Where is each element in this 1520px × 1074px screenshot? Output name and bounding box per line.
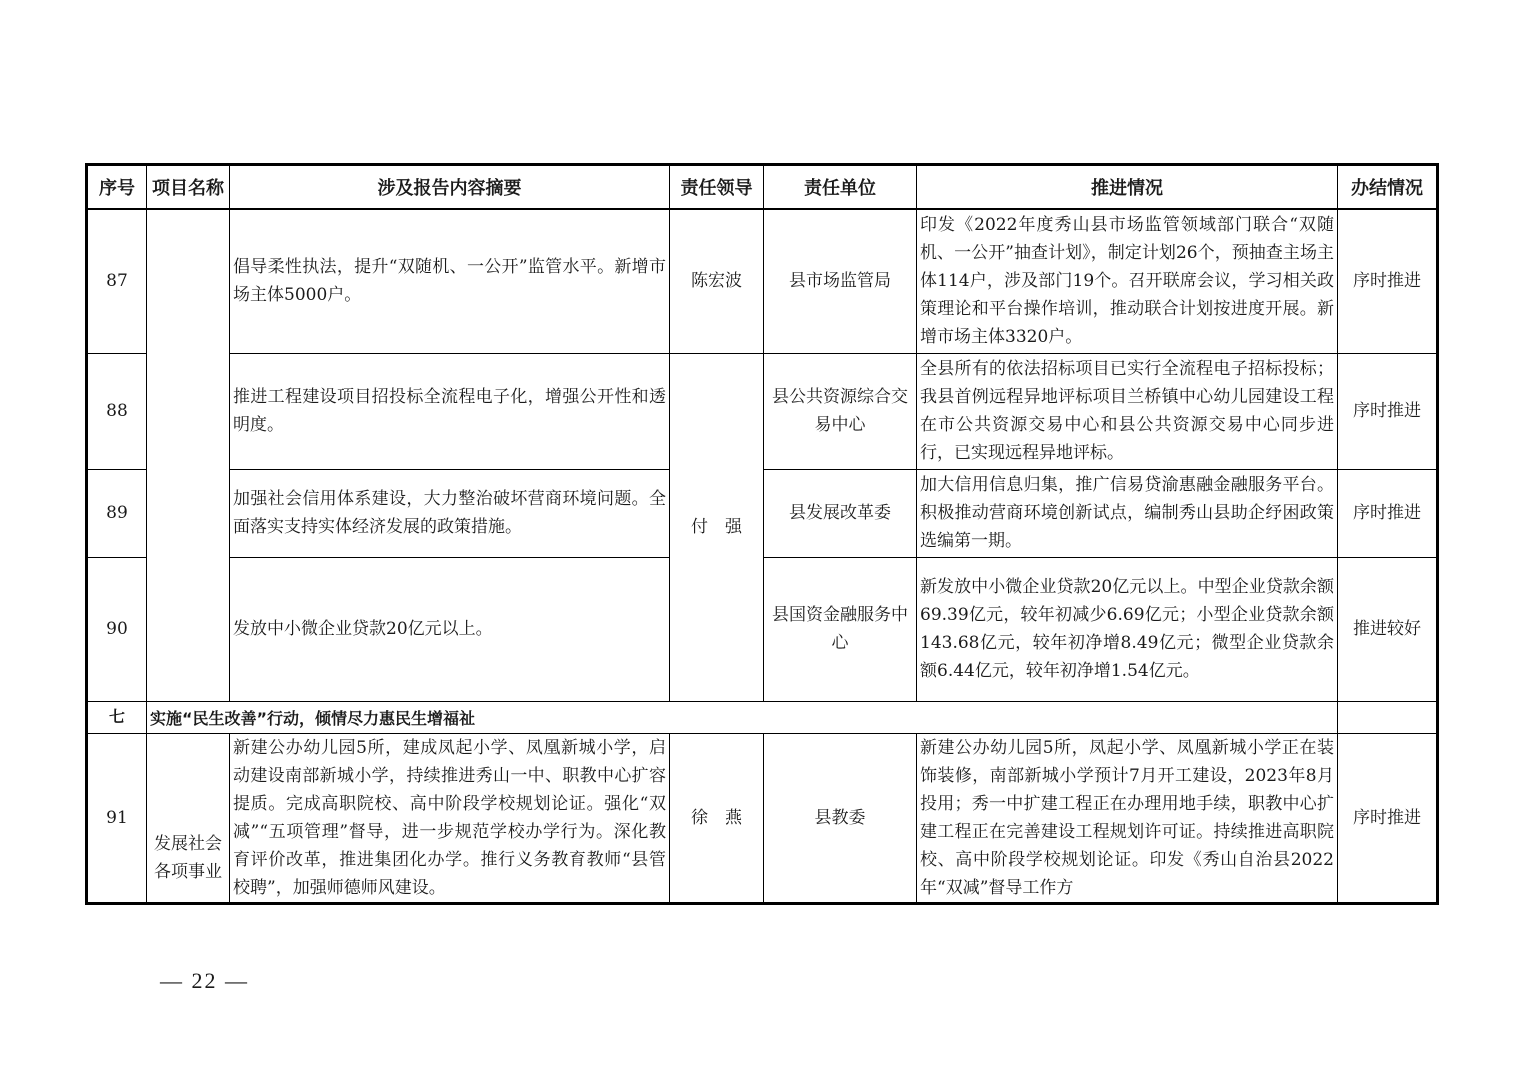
row-progress: 全县所有的依法招标项目已实行全流程电子招标投标；我县首例远程异地评标项目兰桥镇中心幼儿园建设工程在市公共资源交易中心和县公共资源交易中心同步进行，已实现远程异地评标。 <box>917 353 1338 469</box>
report-table <box>85 163 1439 905</box>
row-project: 发展社会各项事业 <box>147 733 230 903</box>
section-no: 七 <box>87 701 147 733</box>
row-status: 序时推进 <box>1338 733 1438 903</box>
page-number: — 22 — <box>160 968 249 993</box>
row-no: 91 <box>87 733 147 903</box>
header-summary: 涉及报告内容摘要 <box>230 165 670 210</box>
header-no: 序号 <box>87 165 147 210</box>
row-status: 推进较好 <box>1338 557 1438 701</box>
row-leader: 徐 燕 <box>670 733 764 903</box>
row-no: 88 <box>87 353 147 469</box>
header-unit: 责任单位 <box>764 165 917 210</box>
header-status: 办结情况 <box>1338 165 1438 210</box>
row-no: 90 <box>87 557 147 701</box>
row-no: 87 <box>87 209 147 353</box>
row-leader: 陈宏波 <box>670 209 764 353</box>
row-leader: 付 强 <box>670 353 764 701</box>
row-progress: 加大信用信息归集，推广信易贷渝惠融金融服务平台。积极推动营商环境创新试点，编制秀山县助企纾困政策选编第一期。 <box>917 469 1338 557</box>
row-status: 序时推进 <box>1338 353 1438 469</box>
row-unit: 县发展改革委 <box>764 469 917 557</box>
row-no: 89 <box>87 469 147 557</box>
row-summary: 新建公办幼儿园5所，建成凤起小学、凤凰新城小学，启动建设南部新城小学，持续推进秀山一中、职教中心扩容提质。完成高职院校、高中阶段学校规划论证。强化“双减”“五项管理”督导，进一步规范学校办学行为。深化教育评价改革，推进集团化办学。推行义务教育教师“县管校聘”，加强师德师风建设。 <box>230 733 670 903</box>
section-status-empty <box>1338 701 1438 733</box>
row-progress: 新建公办幼儿园5所，凤起小学、凤凰新城小学正在装饰装修，南部新城小学预计7月开工建设，2023年8月投用；秀一中扩建工程正在办理用地手续，职教中心扩建工程正在完善建设工程规划许可证。持续推进高职院校、高中阶段学校规划论证。印发《秀山自治县2022年“双减”督导工作方 <box>917 733 1338 903</box>
row-summary: 推进工程建设项目招投标全流程电子化，增强公开性和透明度。 <box>230 353 670 469</box>
header-leader: 责任领导 <box>670 165 764 210</box>
row-status: 序时推进 <box>1338 209 1438 353</box>
row-unit: 县教委 <box>764 733 917 903</box>
row-progress: 新发放中小微企业贷款20亿元以上。中型企业贷款余额69.39亿元，较年初减少6.69亿元；小型企业贷款余额143.68亿元，较年初净增8.49亿元；微型企业贷款余额6.44亿元，较年初净增1.54亿元。 <box>917 557 1338 701</box>
row-status: 序时推进 <box>1338 469 1438 557</box>
table-row <box>87 209 1438 353</box>
row-unit: 县公共资源综合交易中心 <box>764 353 917 469</box>
row-summary: 发放中小微企业贷款20亿元以上。 <box>230 557 670 701</box>
table-header-row <box>87 165 1438 210</box>
header-project: 项目名称 <box>147 165 230 210</box>
table-row <box>87 733 1438 903</box>
row-summary: 倡导柔性执法，提升“双随机、一公开”监管水平。新增市场主体5000户。 <box>230 209 670 353</box>
table-row <box>87 353 1438 469</box>
row-summary: 加强社会信用体系建设，大力整治破坏营商环境问题。全面落实支持实体经济发展的政策措施。 <box>230 469 670 557</box>
project-cell-empty <box>147 209 230 701</box>
row-unit: 县市场监管局 <box>764 209 917 353</box>
row-progress: 印发《2022年度秀山县市场监管领域部门联合“双随机、一公开”抽查计划》，制定计划26个，预抽查主场主体114户，涉及部门19个。召开联席会议，学习相关政策理论和平台操作培训，推动联合计划按进度开展。新增市场主体3320户。 <box>917 209 1338 353</box>
section-row <box>87 701 1438 733</box>
row-unit: 县国资金融服务中心 <box>764 557 917 701</box>
section-title: 实施“民生改善”行动，倾情尽力惠民生增福祉 <box>147 701 1338 733</box>
header-progress: 推进情况 <box>917 165 1338 210</box>
